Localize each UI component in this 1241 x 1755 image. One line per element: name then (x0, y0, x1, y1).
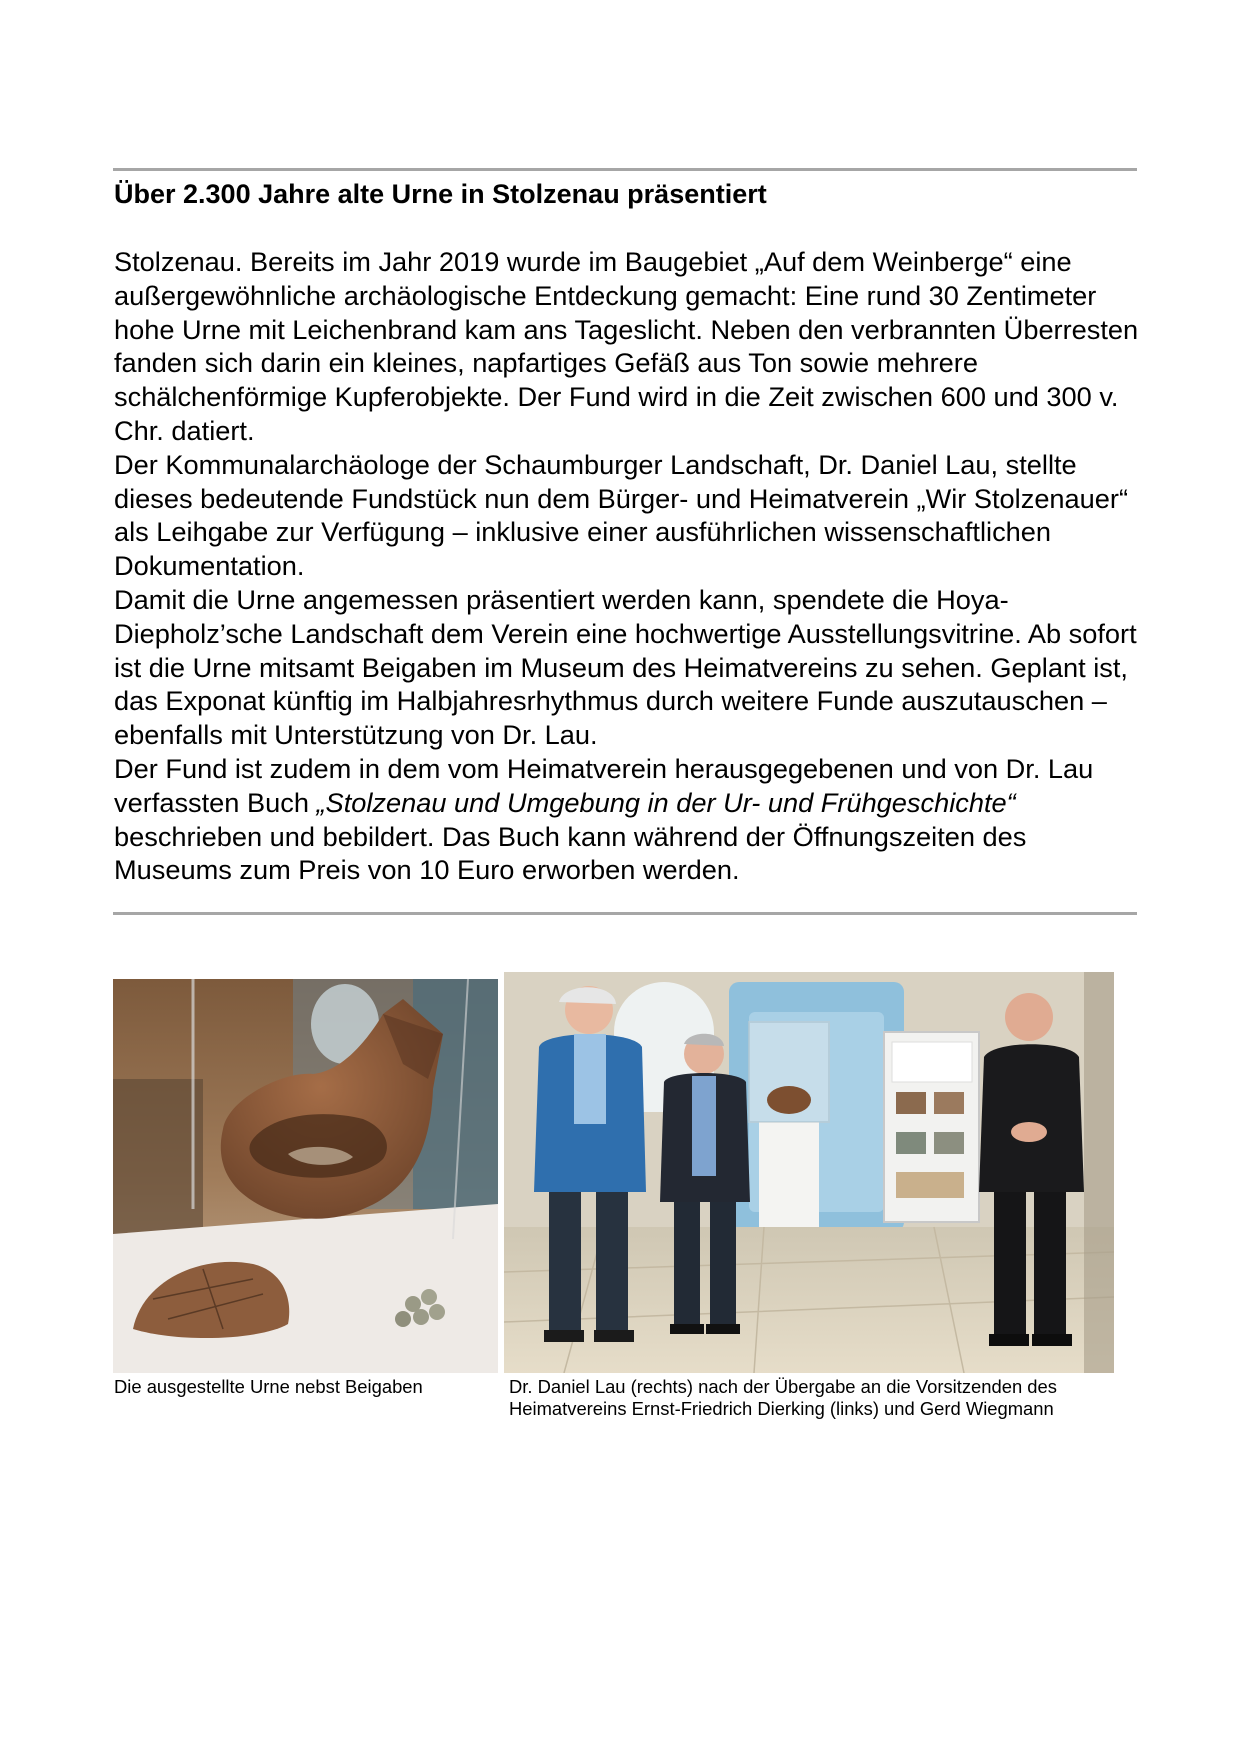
article-paragraph-1: Stolzenau. Bereits im Jahr 2019 wurde im Baugebiet „Auf dem Weinberge“ eine außergewöhnliche archäologische Entdeckung gemacht: Eine rund 30 Zentimeter hohe Urne mit Leichenbrand kam ans Tageslicht. Neben den verbrannten Überresten fanden sich darin ein kleines, napfartiges Gefäß aus Ton sowie mehrere schälchenförmige Kupferobjekte. Der Fund wird in die Zeit zwischen 600 und 300 v. Chr. datiert. (114, 246, 1139, 446)
handover-caption-line-1: Dr. Daniel Lau (rechts) nach der Übergabe an die Vorsitzenden des (509, 1376, 1057, 1397)
article-paragraph-3: Damit die Urne angemessen präsentiert werden kann, spendete die Hoya-Diepholz’sche Landschaft dem Verein eine hochwertige Ausstellungsvitrine. Ab sofort ist die Urne mitsamt Beigaben im Museum des Heimatvereins zu sehen. Geplant ist, das Exponat künftig im Halbjahresrhythmus durch weitere Funde auszutauschen – ebenfalls mit Unterstützung von Dr. Lau. (114, 583, 1137, 751)
handover-photo (504, 972, 1114, 1373)
article-paragraph-4 (114, 752, 1144, 887)
handover-caption-line-2: Heimatvereins Ernst-Friedrich Dierking (links) und Gerd Wiegmann (509, 1398, 1054, 1419)
handover-photo-illustration (504, 972, 1114, 1373)
article-body (114, 245, 1144, 887)
article-headline: Über 2.300 Jahre alte Urne in Stolzenau präsentiert (114, 179, 767, 209)
bottom-divider-rule (113, 912, 1137, 915)
article-paragraph-2: Der Kommunalarchäologe der Schaumburger Landschaft, Dr. Daniel Lau, stellte dieses bedeutende Fundstück nun dem Bürger- und Heimatverein „Wir Stolzenauer“ als Leihgabe zur Verfügung – inklusive einer ausführlichen wissenschaftlichen Dokumentation. (114, 448, 1129, 582)
urn-photo-caption: Die ausgestellte Urne nebst Beigaben (114, 1376, 423, 1397)
handover-photo-caption (509, 1376, 1149, 1420)
paragraph-4-start: Der Fund ist zudem in dem vom Heimatverein herausgegebenen und von Dr. Lau verfassten Buch (114, 752, 1094, 818)
urn-photo-illustration (113, 979, 498, 1373)
urn-photo (113, 979, 498, 1373)
paragraph-4-end: beschrieben und bebildert. Das Buch kann während der Öffnungszeiten des Museums zum Preis von 10 Euro erworben werden. (114, 820, 1027, 886)
top-divider-rule (113, 168, 1137, 171)
book-title: „Stolzenau und Umgebung in der Ur- und Frühgeschichte“ (316, 786, 1016, 818)
